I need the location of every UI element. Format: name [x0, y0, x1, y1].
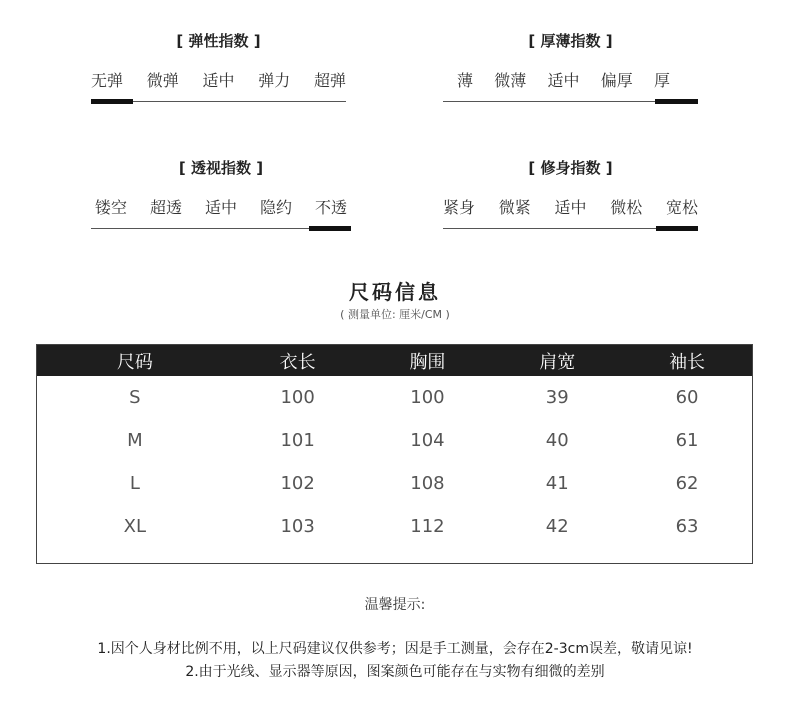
elasticity-labels	[91, 68, 346, 91]
table-cell: 101	[280, 430, 315, 451]
thickness-title: [ 厚薄指数 ]	[528, 32, 613, 50]
header-cell-length: 衣长	[279, 351, 316, 373]
table-row	[37, 419, 752, 462]
size-info-title: 尺码信息	[349, 280, 441, 304]
transparency-label: 超透	[149, 198, 182, 217]
table-row	[37, 505, 752, 548]
transparency-labels	[95, 195, 347, 218]
table-cell: L	[129, 473, 140, 494]
tips-title: 温馨提示:	[364, 597, 426, 613]
table-cell: 62	[675, 473, 699, 494]
elasticity-label: 超弹	[313, 71, 346, 90]
tip-line-2: 2.由于光线、显示器等原因，图案颜色可能存在与实物有细微的差别	[185, 664, 605, 680]
table-cell: XL	[123, 516, 147, 537]
header-cell-sleeve: 袖长	[669, 351, 706, 373]
table-cell: M	[127, 430, 143, 451]
table-cell: 100	[410, 387, 445, 408]
transparency-label: 隐约	[259, 198, 292, 217]
fit-label: 宽松	[665, 198, 698, 217]
table-cell: S	[129, 387, 141, 408]
transparency-label: 不透	[314, 198, 347, 217]
elasticity-selected-mark	[91, 99, 133, 104]
fit-labels	[443, 195, 698, 218]
transparency-title: [ 透视指数 ]	[178, 159, 264, 177]
fit-scale	[443, 157, 698, 237]
elasticity-scale	[91, 30, 346, 110]
fit-label: 微松	[610, 198, 643, 217]
elasticity-label: 微弹	[146, 71, 179, 90]
table-cell: 39	[545, 387, 569, 408]
table-row	[37, 376, 752, 419]
thickness-label: 微薄	[494, 71, 527, 90]
elasticity-label: 弹力	[258, 71, 291, 90]
table-cell: 63	[675, 516, 699, 537]
header-cell-size: 尺码	[116, 351, 153, 373]
size-table	[36, 344, 753, 564]
table-cell: 103	[280, 516, 315, 537]
thickness-label: 偏厚	[600, 71, 633, 90]
table-cell: 60	[675, 387, 699, 408]
table-cell: 100	[280, 387, 315, 408]
thickness-label: 厚	[653, 71, 670, 90]
transparency-selected-mark	[309, 226, 351, 231]
tip-line-1: 1.因个人身材比例不用，以上尺码建议仅供参考；因是手工测量，会存在2-3cm误差，敬请见谅!	[97, 641, 693, 657]
table-cell: 104	[410, 430, 445, 451]
fit-label: 适中	[554, 198, 587, 217]
elasticity-title: [ 弹性指数 ]	[176, 32, 261, 50]
table-cell: 42	[545, 516, 569, 537]
elasticity-label: 无弹	[91, 71, 124, 90]
transparency-label: 适中	[204, 198, 237, 217]
header-cell-chest: 胸围	[409, 351, 446, 373]
fit-label: 微紧	[498, 198, 531, 217]
size-table-header	[37, 345, 752, 376]
table-cell: 112	[410, 516, 445, 537]
size-info-unit: ( 测量单位: 厘米/CM )	[340, 308, 450, 321]
table-row	[37, 462, 752, 505]
table-cell: 108	[410, 473, 445, 494]
transparency-label: 镂空	[95, 198, 128, 217]
fit-selected-mark	[656, 226, 698, 231]
table-cell: 102	[280, 473, 315, 494]
fit-label: 紧身	[443, 198, 476, 217]
table-cell: 61	[675, 430, 699, 451]
elasticity-label: 适中	[202, 71, 235, 90]
header-cell-shoulder: 肩宽	[539, 351, 576, 373]
thickness-selected-mark	[655, 99, 698, 104]
table-cell: 41	[545, 473, 569, 494]
table-cell: 40	[545, 430, 569, 451]
thickness-label: 薄	[457, 71, 474, 90]
transparency-scale	[91, 157, 351, 237]
thickness-scale	[443, 30, 698, 110]
thickness-label: 适中	[547, 71, 580, 90]
thickness-labels	[457, 68, 670, 91]
fit-title: [ 修身指数 ]	[528, 159, 613, 177]
